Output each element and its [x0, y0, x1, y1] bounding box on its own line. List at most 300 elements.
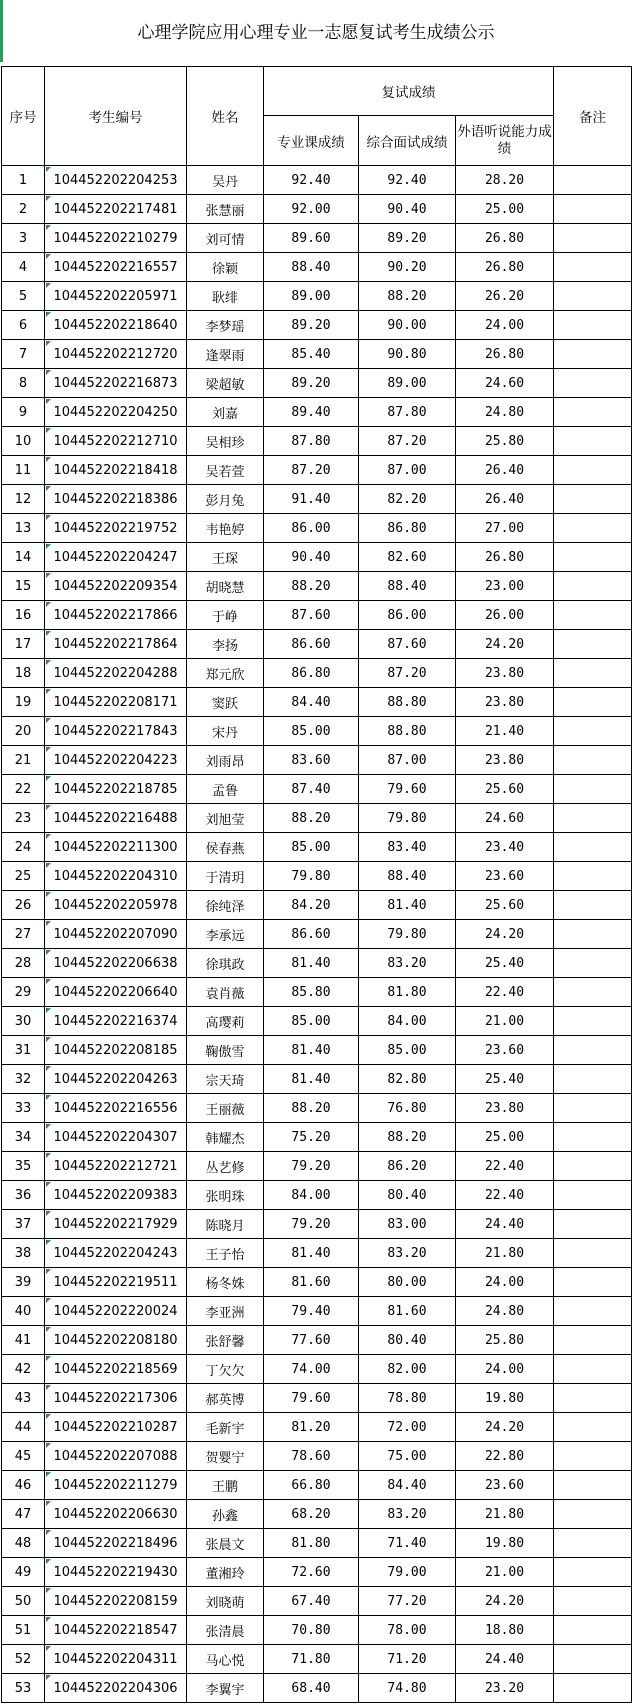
table-row	[2, 456, 632, 485]
cell-foreign-score: 22.40	[456, 1181, 554, 1210]
table-row	[2, 1413, 632, 1442]
cell-name: 郝英博	[187, 1384, 264, 1413]
cell-foreign-score: 23.20	[456, 1674, 554, 1703]
cell-interview-score: 87.20	[359, 659, 456, 688]
cell-candidate-id: 104452202218496	[45, 1529, 187, 1558]
cell-interview-score: 71.40	[359, 1529, 456, 1558]
cell-note	[554, 1500, 632, 1529]
cell-note	[554, 978, 632, 1007]
cell-seq: 47	[2, 1500, 45, 1529]
cell-foreign-score: 22.40	[456, 1152, 554, 1181]
cell-seq: 1	[2, 166, 45, 195]
cell-note	[554, 1152, 632, 1181]
cell-foreign-score: 24.60	[456, 804, 554, 833]
cell-seq: 12	[2, 485, 45, 514]
cell-course-score: 78.60	[264, 1442, 359, 1471]
cell-course-score: 88.20	[264, 804, 359, 833]
cell-note	[554, 1239, 632, 1268]
cell-interview-score: 88.20	[359, 282, 456, 311]
cell-course-score: 85.00	[264, 833, 359, 862]
cell-course-score: 79.60	[264, 1384, 359, 1413]
cell-course-score: 83.60	[264, 746, 359, 775]
cell-candidate-id: 104452202216873	[45, 369, 187, 398]
cell-name: 陈晓月	[187, 1210, 264, 1239]
table-row	[2, 1181, 632, 1210]
cell-seq: 24	[2, 833, 45, 862]
cell-interview-score: 86.00	[359, 601, 456, 630]
cell-name: 王琛	[187, 543, 264, 572]
cell-foreign-score: 24.40	[456, 1210, 554, 1239]
cell-candidate-id: 104452202211300	[45, 833, 187, 862]
table-row	[2, 891, 632, 920]
cell-note	[554, 1123, 632, 1152]
table-row	[2, 1152, 632, 1181]
cell-seq: 9	[2, 398, 45, 427]
cell-seq: 53	[2, 1674, 45, 1703]
cell-candidate-id: 104452202218785	[45, 775, 187, 804]
cell-interview-score: 90.00	[359, 311, 456, 340]
header-note: 备注	[554, 67, 632, 166]
table-row	[2, 1007, 632, 1036]
cell-foreign-score: 26.00	[456, 601, 554, 630]
table-row	[2, 224, 632, 253]
header-name: 姓名	[187, 67, 264, 166]
cell-interview-score: 82.80	[359, 1065, 456, 1094]
cell-interview-score: 86.20	[359, 1152, 456, 1181]
cell-note	[554, 1645, 632, 1674]
cell-name: 韩耀杰	[187, 1123, 264, 1152]
cell-candidate-id: 104452202204307	[45, 1123, 187, 1152]
cell-foreign-score: 25.40	[456, 1065, 554, 1094]
cell-name: 王鹏	[187, 1471, 264, 1500]
table-row	[2, 1529, 632, 1558]
cell-foreign-score: 25.00	[456, 1123, 554, 1152]
cell-note	[554, 717, 632, 746]
cell-course-score: 86.80	[264, 659, 359, 688]
table-row	[2, 746, 632, 775]
cell-foreign-score: 24.80	[456, 398, 554, 427]
cell-foreign-score: 24.00	[456, 1268, 554, 1297]
cell-name: 于峥	[187, 601, 264, 630]
cell-candidate-id: 104452202212720	[45, 340, 187, 369]
cell-name: 徐颖	[187, 253, 264, 282]
cell-seq: 39	[2, 1268, 45, 1297]
cell-interview-score: 75.00	[359, 1442, 456, 1471]
table-row	[2, 833, 632, 862]
header-candidate-id: 考生编号	[45, 67, 187, 166]
cell-candidate-id: 104452202216557	[45, 253, 187, 282]
cell-note	[554, 804, 632, 833]
page-title: 心理学院应用心理专业一志愿复试考生成绩公示	[137, 23, 495, 43]
cell-interview-score: 76.80	[359, 1094, 456, 1123]
cell-interview-score: 89.20	[359, 224, 456, 253]
cell-foreign-score: 23.80	[456, 688, 554, 717]
cell-interview-score: 74.80	[359, 1674, 456, 1703]
cell-note	[554, 1210, 632, 1239]
cell-note	[554, 1587, 632, 1616]
cell-foreign-score: 22.80	[456, 1442, 554, 1471]
cell-name: 吴丹	[187, 166, 264, 195]
cell-interview-score: 83.00	[359, 1210, 456, 1239]
cell-course-score: 89.20	[264, 311, 359, 340]
cell-interview-score: 81.80	[359, 978, 456, 1007]
cell-seq: 46	[2, 1471, 45, 1500]
cell-name: 耿绯	[187, 282, 264, 311]
cell-name: 李梦瑶	[187, 311, 264, 340]
cell-name: 徐琪政	[187, 949, 264, 978]
cell-seq: 4	[2, 253, 45, 282]
cell-name: 张舒馨	[187, 1326, 264, 1355]
cell-interview-score: 82.20	[359, 485, 456, 514]
cell-note	[554, 340, 632, 369]
cell-note	[554, 601, 632, 630]
cell-course-score: 77.60	[264, 1326, 359, 1355]
table-row	[2, 1471, 632, 1500]
cell-foreign-score: 21.80	[456, 1239, 554, 1268]
cell-note	[554, 920, 632, 949]
cell-foreign-score: 24.40	[456, 1645, 554, 1674]
cell-seq: 38	[2, 1239, 45, 1268]
cell-candidate-id: 104452202204311	[45, 1645, 187, 1674]
cell-course-score: 68.40	[264, 1674, 359, 1703]
cell-seq: 29	[2, 978, 45, 1007]
cell-foreign-score: 26.20	[456, 282, 554, 311]
cell-name: 逢翠雨	[187, 340, 264, 369]
cell-seq: 2	[2, 195, 45, 224]
cell-course-score: 89.20	[264, 369, 359, 398]
cell-candidate-id: 104452202208171	[45, 688, 187, 717]
cell-course-score: 81.20	[264, 1413, 359, 1442]
cell-seq: 28	[2, 949, 45, 978]
cell-name: 梁超敏	[187, 369, 264, 398]
cell-name: 高璎莉	[187, 1007, 264, 1036]
table-row	[2, 804, 632, 833]
cell-interview-score: 77.20	[359, 1587, 456, 1616]
cell-note	[554, 746, 632, 775]
table-row	[2, 1355, 632, 1384]
cell-note	[554, 1558, 632, 1587]
cell-candidate-id: 104452202219511	[45, 1268, 187, 1297]
cell-course-score: 79.20	[264, 1152, 359, 1181]
table-row	[2, 862, 632, 891]
table-row	[2, 1297, 632, 1326]
cell-name: 贺婴宁	[187, 1442, 264, 1471]
cell-name: 吴相珍	[187, 427, 264, 456]
cell-candidate-id: 104452202204288	[45, 659, 187, 688]
cell-interview-score: 88.80	[359, 688, 456, 717]
cell-candidate-id: 104452202216556	[45, 1094, 187, 1123]
cell-interview-score: 90.20	[359, 253, 456, 282]
cell-foreign-score: 26.80	[456, 253, 554, 282]
cell-candidate-id: 104452202212721	[45, 1152, 187, 1181]
cell-course-score: 88.20	[264, 1094, 359, 1123]
cell-course-score: 79.40	[264, 1297, 359, 1326]
cell-course-score: 84.20	[264, 891, 359, 920]
cell-seq: 30	[2, 1007, 45, 1036]
cell-candidate-id: 104452202211279	[45, 1471, 187, 1500]
table-row	[2, 1616, 632, 1645]
cell-foreign-score: 24.00	[456, 1355, 554, 1384]
cell-course-score: 91.40	[264, 485, 359, 514]
cell-note	[554, 166, 632, 195]
cell-seq: 49	[2, 1558, 45, 1587]
cell-interview-score: 80.40	[359, 1326, 456, 1355]
cell-note	[554, 514, 632, 543]
table-row	[2, 195, 632, 224]
table-row	[2, 775, 632, 804]
cell-interview-score: 72.00	[359, 1413, 456, 1442]
cell-foreign-score: 24.80	[456, 1297, 554, 1326]
cell-seq: 42	[2, 1355, 45, 1384]
table-row	[2, 282, 632, 311]
cell-candidate-id: 104452202204250	[45, 398, 187, 427]
cell-seq: 52	[2, 1645, 45, 1674]
cell-interview-score: 88.40	[359, 572, 456, 601]
cell-candidate-id: 104452202210279	[45, 224, 187, 253]
cell-candidate-id: 104452202217843	[45, 717, 187, 746]
cell-candidate-id: 104452202218386	[45, 485, 187, 514]
table-row	[2, 166, 632, 195]
cell-interview-score: 87.00	[359, 456, 456, 485]
cell-seq: 37	[2, 1210, 45, 1239]
cell-note	[554, 224, 632, 253]
cell-interview-score: 82.60	[359, 543, 456, 572]
cell-note	[554, 543, 632, 572]
cell-seq: 45	[2, 1442, 45, 1471]
header-course-score: 专业课成绩	[264, 116, 359, 166]
header-interview-score: 综合面试成绩	[359, 116, 456, 166]
cell-interview-score: 92.40	[359, 166, 456, 195]
cell-name: 孟鲁	[187, 775, 264, 804]
cell-seq: 40	[2, 1297, 45, 1326]
cell-candidate-id: 104452202217481	[45, 195, 187, 224]
cell-interview-score: 84.40	[359, 1471, 456, 1500]
table-row	[2, 659, 632, 688]
cell-course-score: 85.00	[264, 717, 359, 746]
cell-seq: 7	[2, 340, 45, 369]
cell-course-score: 84.00	[264, 1181, 359, 1210]
table-row	[2, 369, 632, 398]
cell-note	[554, 775, 632, 804]
header-foreign-language-score: 外语听说能力成绩	[456, 116, 554, 166]
cell-foreign-score: 25.80	[456, 427, 554, 456]
cell-candidate-id: 104452202208185	[45, 1036, 187, 1065]
cell-name: 刘嘉	[187, 398, 264, 427]
cell-name: 张慧丽	[187, 195, 264, 224]
cell-foreign-score: 22.40	[456, 978, 554, 1007]
cell-name: 韦艳婷	[187, 514, 264, 543]
table-row	[2, 1645, 632, 1674]
cell-candidate-id: 104452202204223	[45, 746, 187, 775]
cell-interview-score: 80.40	[359, 1181, 456, 1210]
cell-foreign-score: 24.00	[456, 311, 554, 340]
cell-interview-score: 78.00	[359, 1616, 456, 1645]
cell-foreign-score: 27.00	[456, 514, 554, 543]
cell-foreign-score: 26.80	[456, 340, 554, 369]
cell-name: 宗天琦	[187, 1065, 264, 1094]
cell-course-score: 86.60	[264, 630, 359, 659]
cell-interview-score: 85.00	[359, 1036, 456, 1065]
cell-foreign-score: 25.80	[456, 1326, 554, 1355]
cell-course-score: 88.40	[264, 253, 359, 282]
table-row	[2, 340, 632, 369]
cell-foreign-score: 28.20	[456, 166, 554, 195]
cell-name: 刘晓萌	[187, 1587, 264, 1616]
cell-name: 袁肖薇	[187, 978, 264, 1007]
table-row	[2, 717, 632, 746]
cell-course-score: 85.80	[264, 978, 359, 1007]
cell-note	[554, 1181, 632, 1210]
cell-seq: 36	[2, 1181, 45, 1210]
cell-candidate-id: 104452202218640	[45, 311, 187, 340]
cell-seq: 31	[2, 1036, 45, 1065]
cell-note	[554, 833, 632, 862]
table-row	[2, 1558, 632, 1587]
cell-interview-score: 87.20	[359, 427, 456, 456]
table-row	[2, 949, 632, 978]
cell-course-score: 89.00	[264, 282, 359, 311]
table-row	[2, 253, 632, 282]
cell-seq: 41	[2, 1326, 45, 1355]
cell-name: 宋丹	[187, 717, 264, 746]
cell-note	[554, 1326, 632, 1355]
cell-foreign-score: 23.60	[456, 1471, 554, 1500]
cell-interview-score: 88.20	[359, 1123, 456, 1152]
cell-foreign-score: 21.00	[456, 1007, 554, 1036]
cell-seq: 8	[2, 369, 45, 398]
cell-seq: 33	[2, 1094, 45, 1123]
cell-course-score: 70.80	[264, 1616, 359, 1645]
cell-seq: 34	[2, 1123, 45, 1152]
cell-seq: 44	[2, 1413, 45, 1442]
cell-interview-score: 83.40	[359, 833, 456, 862]
cell-name: 丁欠欠	[187, 1355, 264, 1384]
cell-note	[554, 659, 632, 688]
cell-seq: 43	[2, 1384, 45, 1413]
cell-foreign-score: 26.40	[456, 456, 554, 485]
cell-course-score: 85.40	[264, 340, 359, 369]
cell-interview-score: 88.40	[359, 862, 456, 891]
cell-course-score: 87.80	[264, 427, 359, 456]
table-row	[2, 920, 632, 949]
cell-seq: 14	[2, 543, 45, 572]
cell-foreign-score: 23.00	[456, 572, 554, 601]
cell-seq: 50	[2, 1587, 45, 1616]
cell-seq: 25	[2, 862, 45, 891]
cell-note	[554, 456, 632, 485]
cell-candidate-id: 104452202209383	[45, 1181, 187, 1210]
cell-seq: 13	[2, 514, 45, 543]
cell-foreign-score: 19.80	[456, 1529, 554, 1558]
cell-candidate-id: 104452202208159	[45, 1587, 187, 1616]
cell-candidate-id: 104452202220024	[45, 1297, 187, 1326]
header-retest-scores: 复试成绩	[264, 67, 554, 116]
cell-name: 李翼宇	[187, 1674, 264, 1703]
score-table	[1, 66, 632, 1703]
cell-course-score: 89.60	[264, 224, 359, 253]
cell-seq: 10	[2, 427, 45, 456]
cell-name: 窦跃	[187, 688, 264, 717]
cell-candidate-id: 104452202217864	[45, 630, 187, 659]
cell-course-score: 79.80	[264, 862, 359, 891]
cell-interview-score: 78.80	[359, 1384, 456, 1413]
header-seq: 序号	[2, 67, 45, 166]
table-row	[2, 1094, 632, 1123]
cell-note	[554, 1384, 632, 1413]
cell-foreign-score: 23.80	[456, 659, 554, 688]
cell-name: 徐纯泽	[187, 891, 264, 920]
cell-seq: 5	[2, 282, 45, 311]
table-row	[2, 398, 632, 427]
cell-note	[554, 1616, 632, 1645]
cell-name: 刘雨昂	[187, 746, 264, 775]
cell-candidate-id: 104452202204263	[45, 1065, 187, 1094]
cell-seq: 35	[2, 1152, 45, 1181]
cell-note	[554, 630, 632, 659]
cell-course-score: 92.00	[264, 195, 359, 224]
cell-foreign-score: 23.40	[456, 833, 554, 862]
cell-foreign-score: 26.80	[456, 543, 554, 572]
cell-interview-score: 84.00	[359, 1007, 456, 1036]
cell-name: 张明珠	[187, 1181, 264, 1210]
cell-foreign-score: 26.40	[456, 485, 554, 514]
cell-note	[554, 1065, 632, 1094]
cell-note	[554, 1529, 632, 1558]
cell-seq: 32	[2, 1065, 45, 1094]
table-header-row	[2, 67, 632, 116]
cell-name: 马心悦	[187, 1645, 264, 1674]
table-row	[2, 1210, 632, 1239]
cell-name: 王丽薇	[187, 1094, 264, 1123]
cell-note	[554, 369, 632, 398]
cell-course-score: 92.40	[264, 166, 359, 195]
table-row	[2, 601, 632, 630]
cell-name: 董湘玲	[187, 1558, 264, 1587]
table-row	[2, 1674, 632, 1703]
cell-foreign-score: 24.20	[456, 630, 554, 659]
cell-course-score: 68.20	[264, 1500, 359, 1529]
cell-note	[554, 1094, 632, 1123]
cell-interview-score: 81.60	[359, 1297, 456, 1326]
cell-interview-score: 79.80	[359, 804, 456, 833]
cell-name: 刘可情	[187, 224, 264, 253]
cell-seq: 18	[2, 659, 45, 688]
cell-candidate-id: 104452202209354	[45, 572, 187, 601]
cell-course-score: 75.20	[264, 1123, 359, 1152]
cell-candidate-id: 104452202204253	[45, 166, 187, 195]
cell-candidate-id: 104452202212710	[45, 427, 187, 456]
cell-foreign-score: 19.80	[456, 1384, 554, 1413]
cell-name: 王子怡	[187, 1239, 264, 1268]
cell-name: 胡晓慧	[187, 572, 264, 601]
cell-seq: 51	[2, 1616, 45, 1645]
cell-name: 李承远	[187, 920, 264, 949]
cell-interview-score: 71.20	[359, 1645, 456, 1674]
table-row	[2, 688, 632, 717]
table-row	[2, 1065, 632, 1094]
cell-note	[554, 1268, 632, 1297]
table-row	[2, 1442, 632, 1471]
cell-course-score: 81.60	[264, 1268, 359, 1297]
cell-seq: 20	[2, 717, 45, 746]
cell-course-score: 81.80	[264, 1529, 359, 1558]
cell-foreign-score: 25.40	[456, 949, 554, 978]
cell-candidate-id: 104452202218547	[45, 1616, 187, 1645]
cell-candidate-id: 104452202217866	[45, 601, 187, 630]
cell-seq: 23	[2, 804, 45, 833]
cell-note	[554, 1007, 632, 1036]
cell-seq: 21	[2, 746, 45, 775]
